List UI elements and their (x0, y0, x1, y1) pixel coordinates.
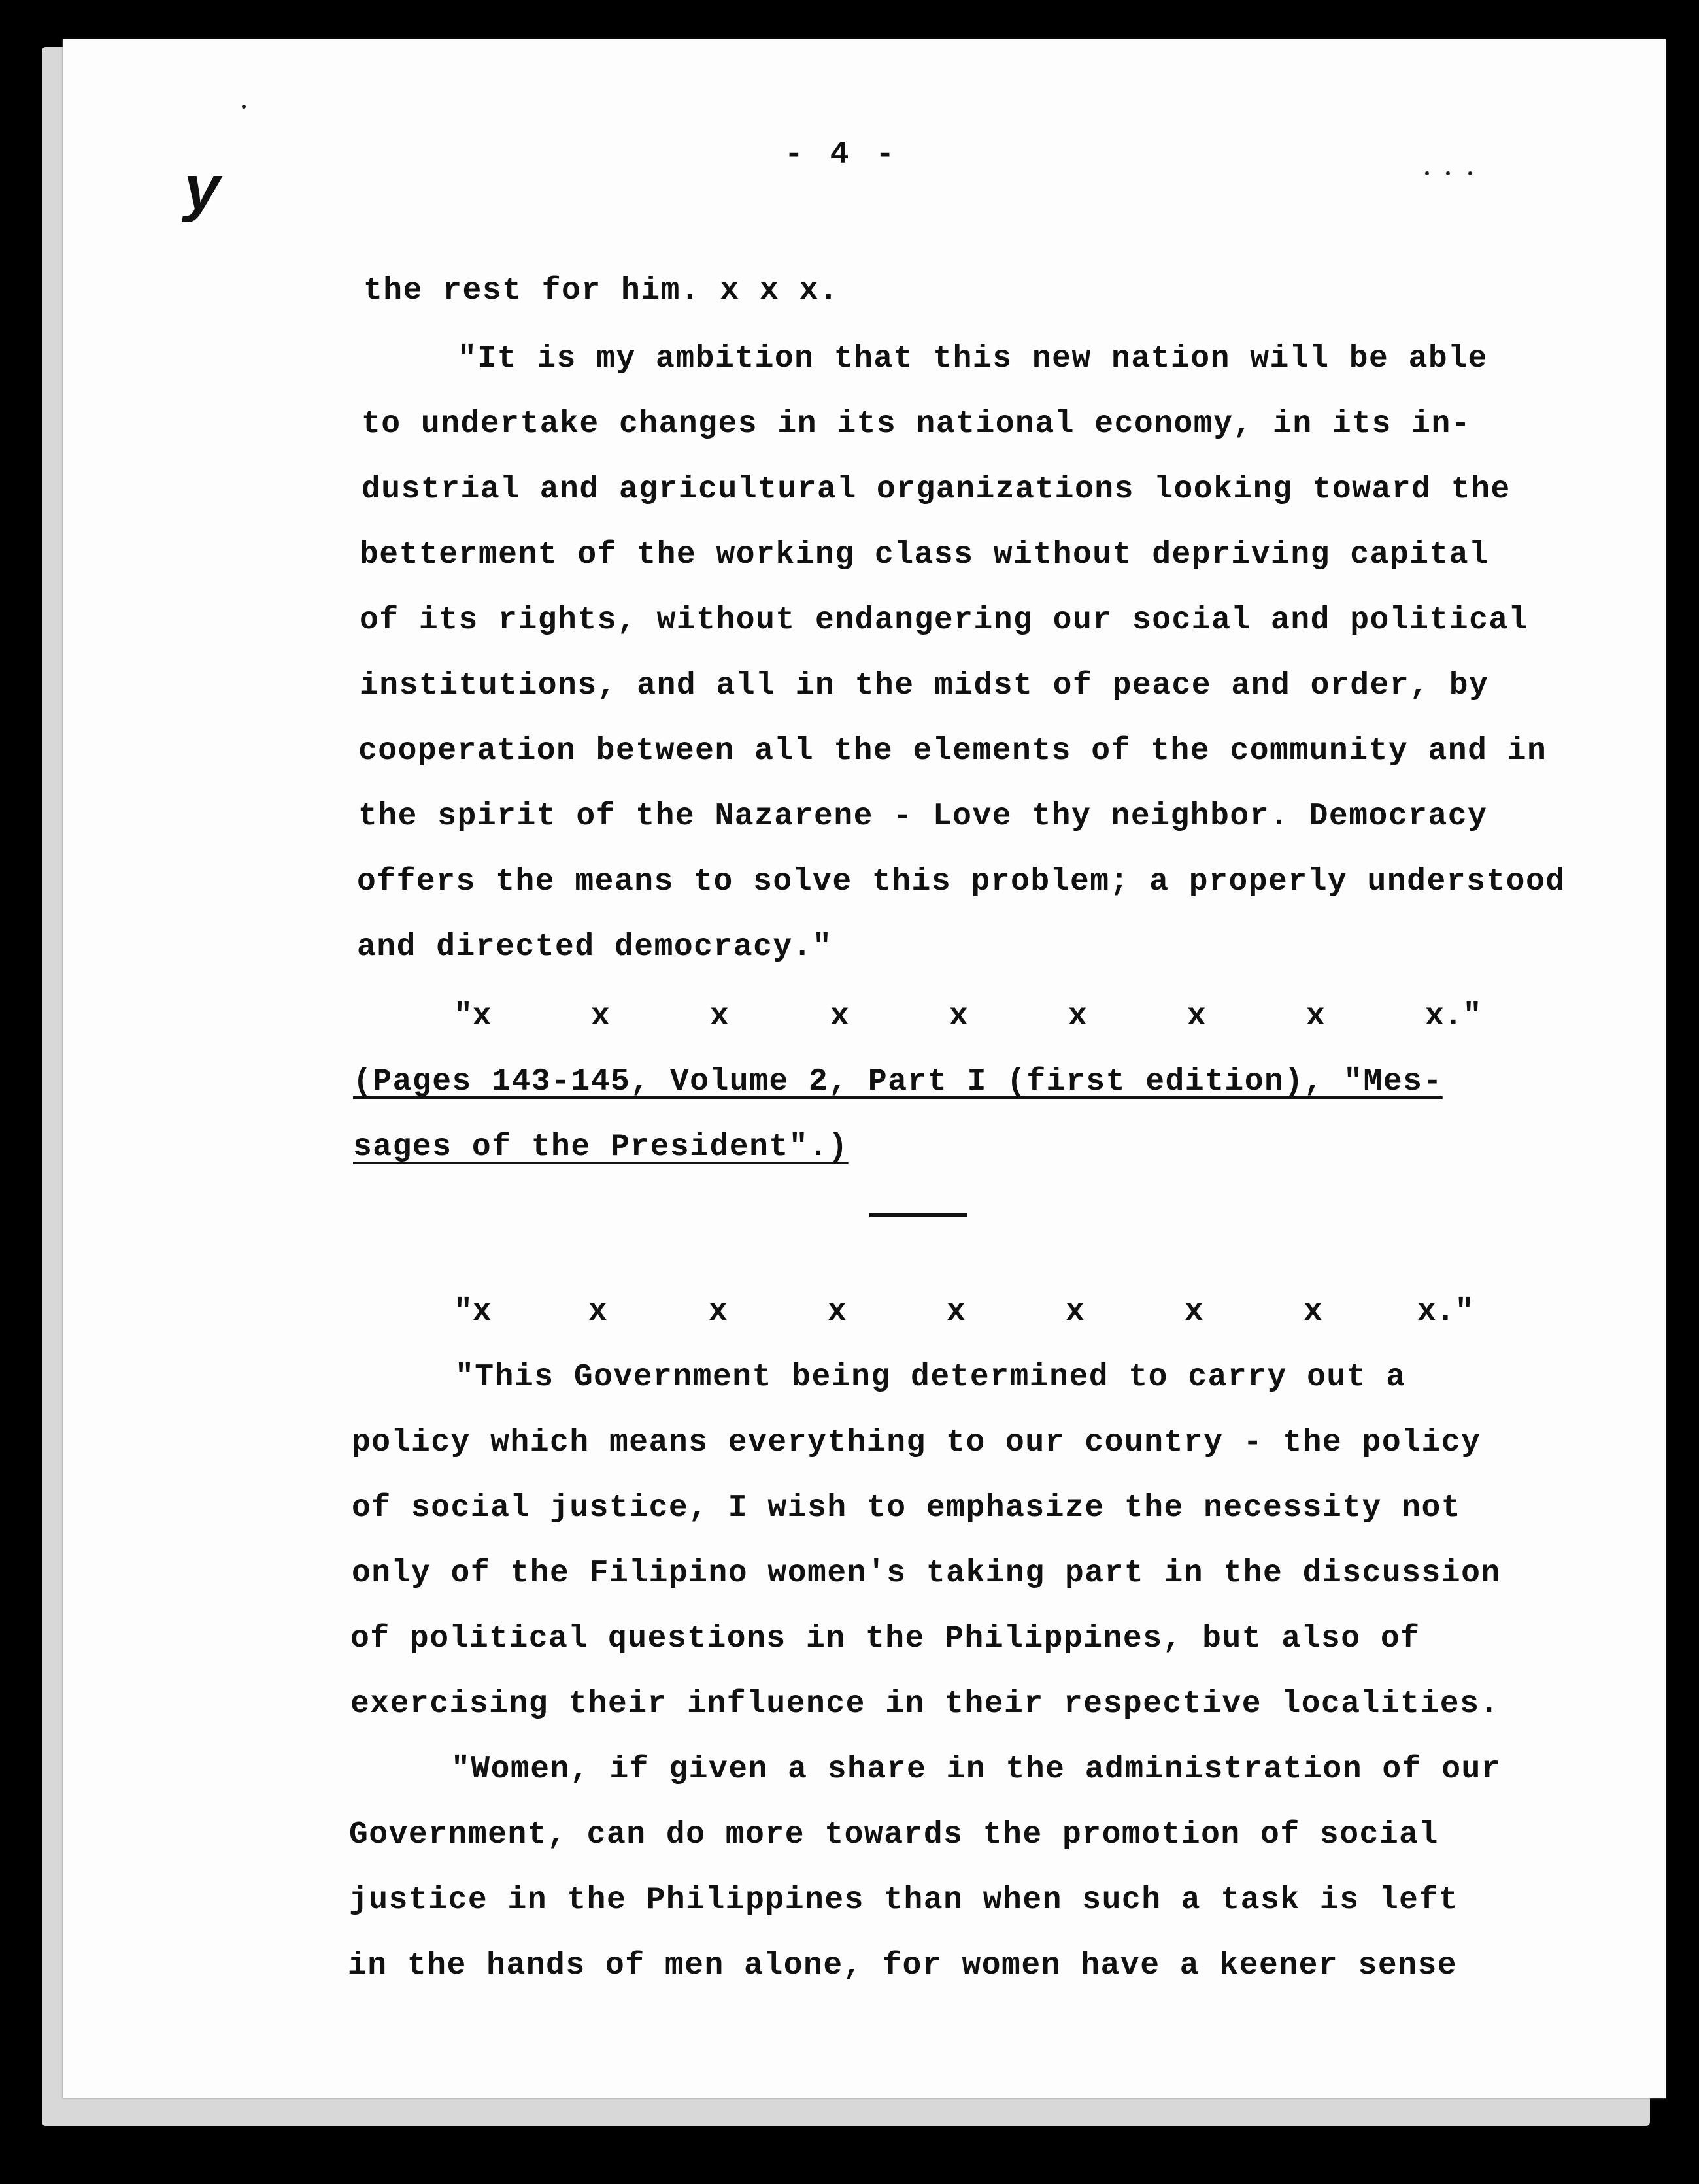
ellipsis-x: x (591, 999, 610, 1034)
text-line: of its rights, without endangering our social and political (360, 603, 1528, 638)
citation-line: (Pages 143-145, Volume 2, Part I (first edition), "Mes- (353, 1064, 1443, 1100)
page-number: - 4 - (784, 137, 899, 173)
ellipsis-x: x (1066, 1294, 1085, 1330)
text-line: institutions, and all in the midst of peace and order, by (360, 668, 1489, 703)
text-line: of political questions in the Philippines, but also of (350, 1621, 1421, 1656)
ellipsis-x: x (588, 1294, 607, 1330)
ellipsis-x: x (949, 999, 968, 1034)
text-line: betterment of the working class without depriving capital (360, 537, 1489, 573)
text-line: dustrial and agricultural organizations looking toward the (362, 472, 1511, 507)
text-line: offers the means to solve this problem; a properly understood (357, 864, 1566, 899)
text-line: the spirit of the Nazarene - Love thy neighbor. Democracy (358, 799, 1488, 834)
ellipsis-x: x (710, 999, 729, 1034)
ellipsis-x: x (947, 1294, 966, 1330)
text-line: to undertake changes in its national economy, in its in- (362, 407, 1472, 442)
text-line: and directed democracy." (357, 930, 833, 965)
text-line: of social justice, I wish to emphasize the necessity not (352, 1490, 1462, 1526)
text-line: Government, can do more towards the promotion of social (349, 1817, 1439, 1853)
text-line: cooperation between all the elements of the community and in (358, 733, 1547, 769)
ellipsis-x: "x (454, 999, 492, 1034)
ellipsis-x: "x (454, 1294, 492, 1330)
ellipsis-x: x (830, 999, 849, 1034)
ellipsis-x: x." (1425, 999, 1482, 1034)
handwritten-mark: y (183, 157, 221, 228)
scan-speck (1446, 171, 1450, 175)
text-line: only of the Filipino women's taking part in the discussion (352, 1556, 1501, 1591)
scan-speck (1425, 171, 1429, 175)
ellipsis-x: x (1187, 999, 1206, 1034)
ellipsis-x: x (1306, 999, 1325, 1034)
text-line: policy which means everything to our country - the policy (352, 1425, 1481, 1460)
text-line: "It is my ambition that this new nation will be able (458, 341, 1488, 377)
text-line: the rest for him. x x x. (363, 273, 839, 309)
citation-line: sages of the President".) (353, 1130, 849, 1165)
ellipsis-x: x." (1417, 1294, 1474, 1330)
text-line: "This Government being determined to carry out a (455, 1360, 1406, 1395)
ellipsis-x: x (709, 1294, 728, 1330)
ellipsis-row (0, 999, 1699, 1038)
ellipsis-x: x (1304, 1294, 1322, 1330)
text-line: exercising their influence in their respective localities. (350, 1687, 1500, 1722)
scan-speck (242, 105, 246, 109)
section-separator (869, 1213, 967, 1217)
ellipsis-row (0, 1294, 1699, 1334)
ellipsis-x: x (1185, 1294, 1203, 1330)
text-line: in the hands of men alone, for women have a keener sense (348, 1948, 1458, 1983)
text-line: "Women, if given a share in the administration of our (451, 1752, 1502, 1787)
ellipsis-x: x (1068, 999, 1087, 1034)
scan-speck (1468, 171, 1472, 175)
ellipsis-x: x (828, 1294, 847, 1330)
text-line: justice in the Philippines than when such a task is left (349, 1883, 1459, 1918)
